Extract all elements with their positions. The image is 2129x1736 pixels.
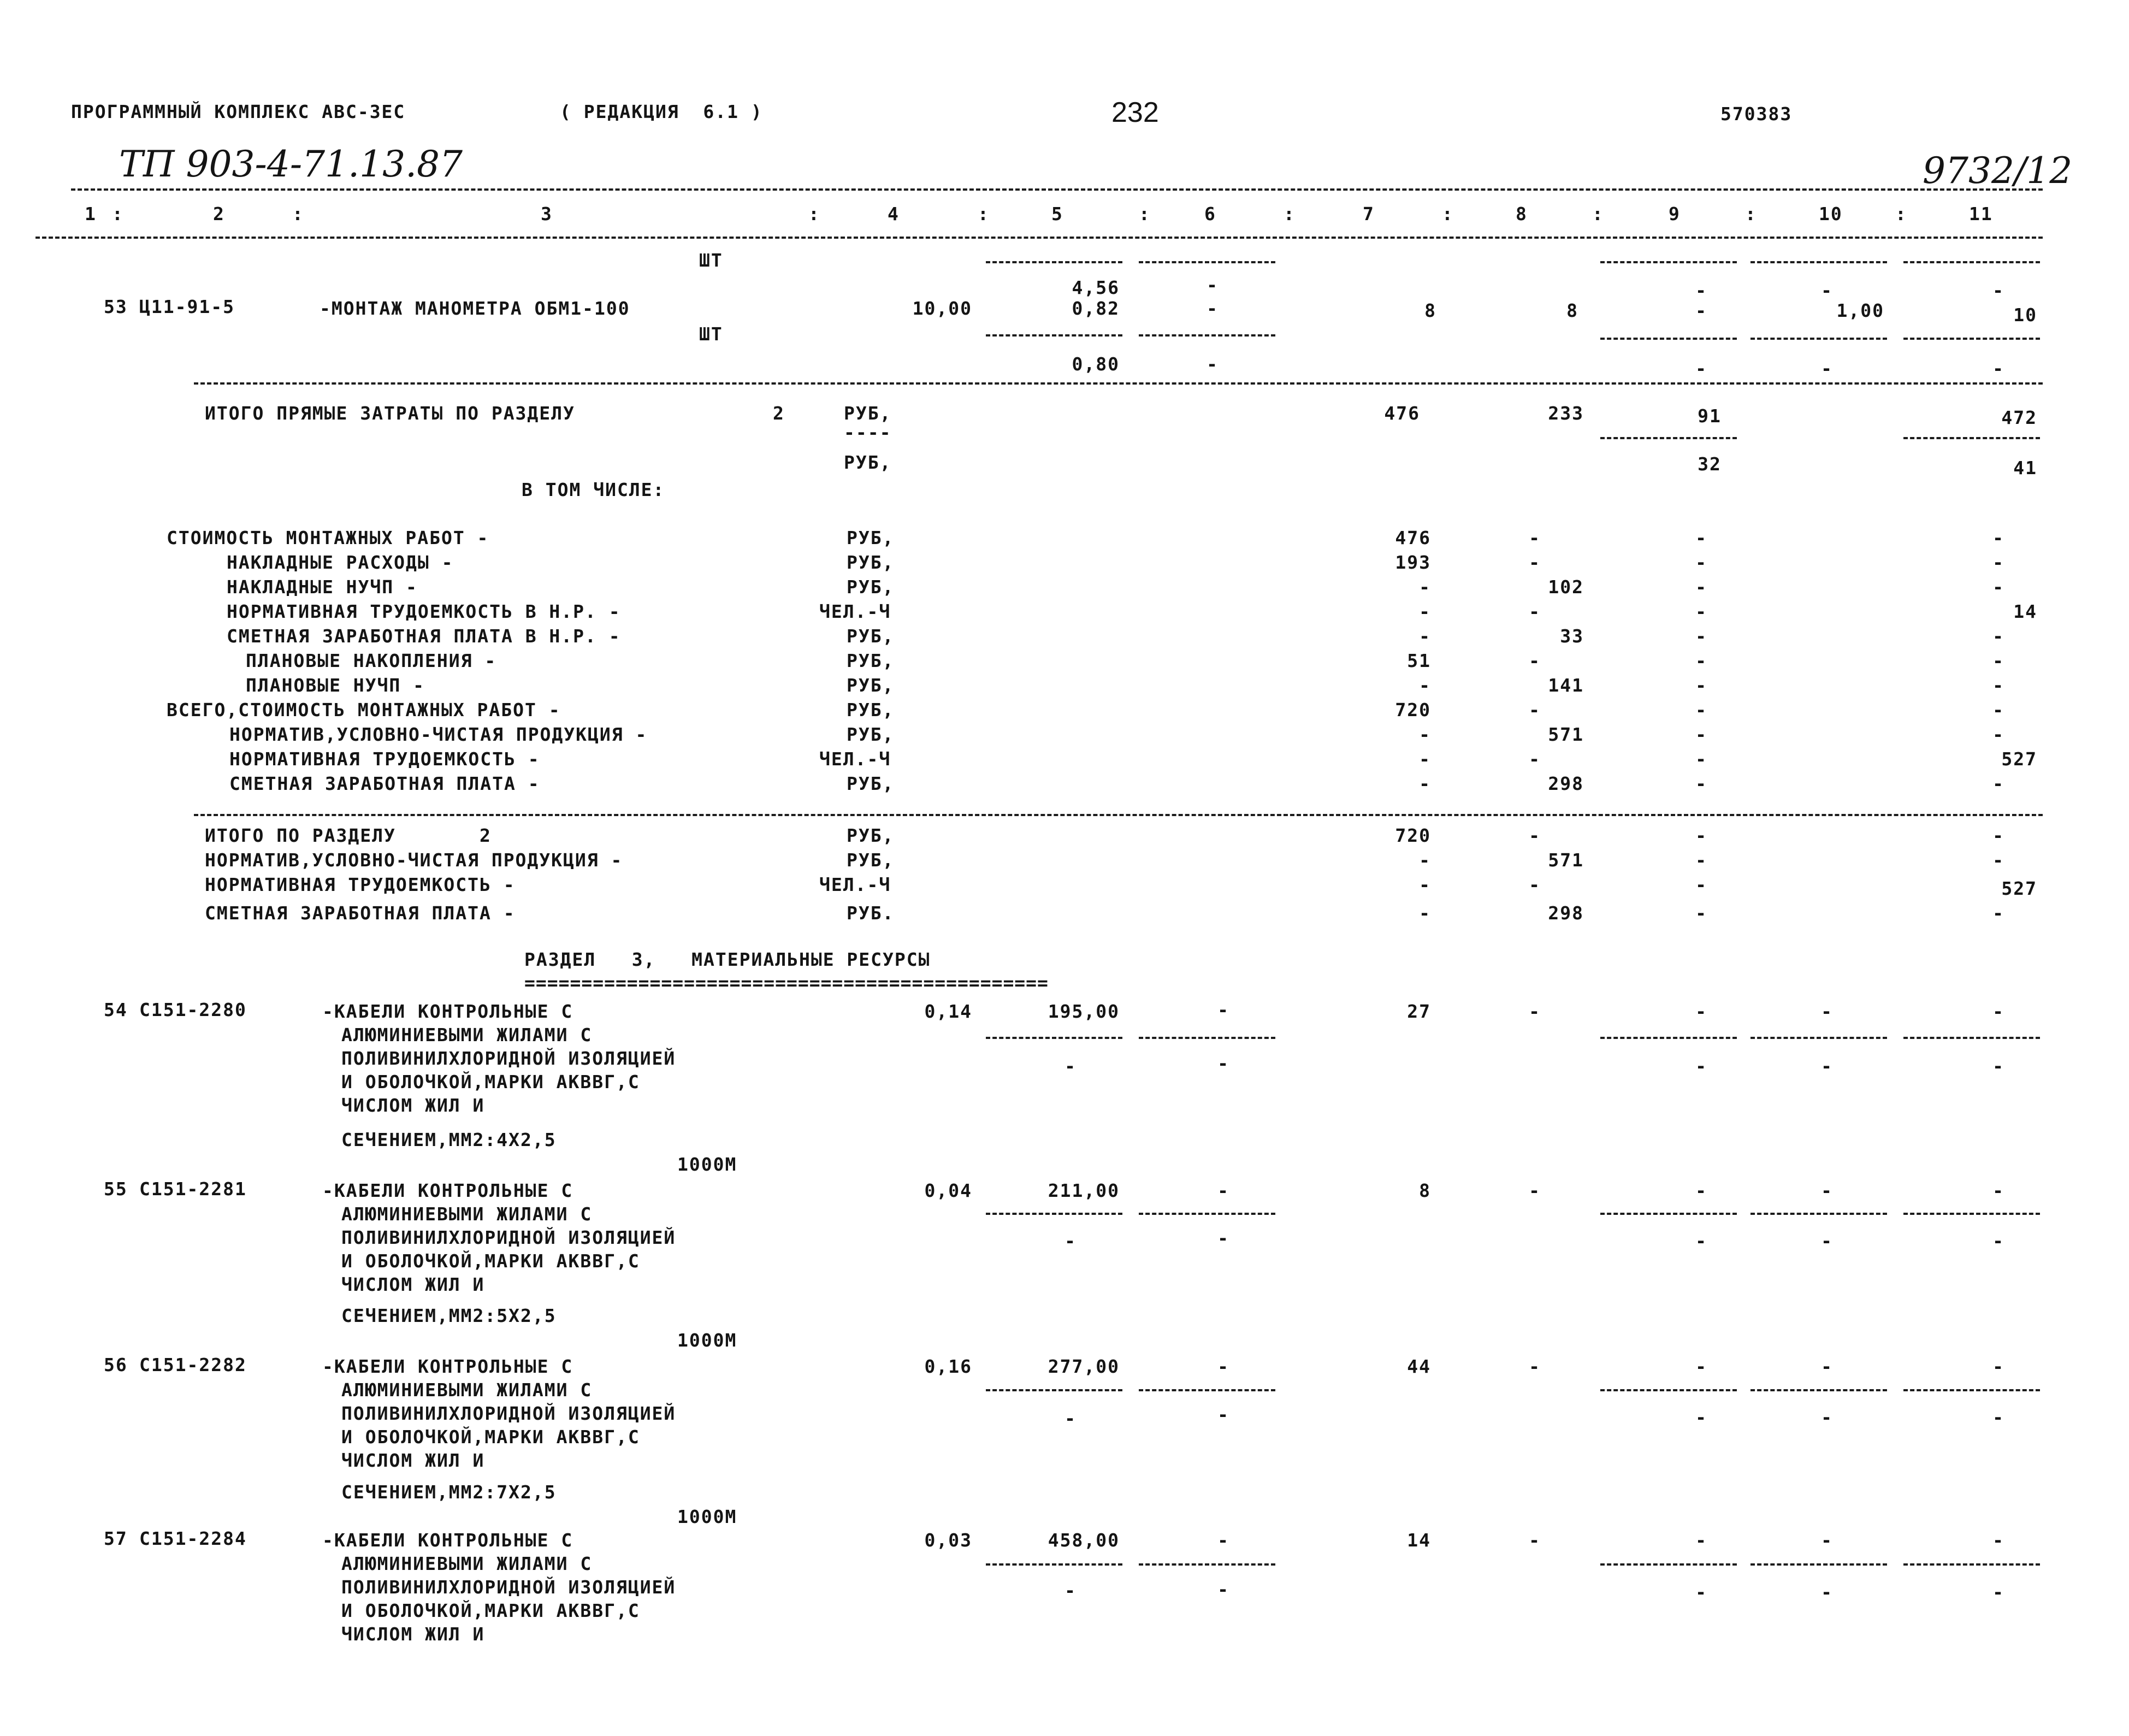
item-description: -КАБЕЛИ КОНТРОЛЬНЫЕ С xyxy=(322,1180,573,1201)
row-unit: РУБ, xyxy=(847,773,895,794)
cell-c7: - xyxy=(1419,874,1431,895)
cell-c9: - xyxy=(1695,358,1707,379)
item-number: 56 xyxy=(104,1354,128,1375)
unit-label: ШТ xyxy=(699,250,723,271)
cell-rule xyxy=(1903,1389,2040,1391)
row-unit: ЧЕЛ.-Ч xyxy=(819,748,891,770)
cell-c10: - xyxy=(1821,1581,1833,1603)
cell-c10: - xyxy=(1821,358,1833,379)
cell-c7: 8 xyxy=(1419,1180,1431,1201)
row-unit: РУБ. xyxy=(847,902,895,924)
cell-c5: - xyxy=(1064,1230,1077,1251)
cell-c6: - xyxy=(1207,274,1219,296)
item-description: АЛЮМИНИЕВЫМИ ЖИЛАМИ С xyxy=(341,1379,593,1401)
cell-c11: - xyxy=(1992,724,2004,745)
row-label: НАКЛАДНЫЕ РАСХОДЫ - xyxy=(227,552,454,573)
cell-rule xyxy=(1600,338,1737,340)
col-num-9: 9 xyxy=(1669,203,1681,225)
cell-rule xyxy=(1903,1037,2040,1039)
cell-c11: - xyxy=(1992,650,2004,671)
cell-c9: - xyxy=(1695,748,1707,770)
item-description: СЕЧЕНИЕМ,ММ2:5Х2,5 xyxy=(341,1305,557,1326)
cell-c8: 233 xyxy=(1548,403,1584,424)
cell-c11: - xyxy=(1992,699,2004,721)
cell-c10: - xyxy=(1821,1407,1833,1428)
item-description: И ОБОЛОЧКОЙ,МАРКИ АКВВГ,С xyxy=(341,1071,640,1093)
col-sep: : xyxy=(1895,203,1907,225)
cell-rule xyxy=(1903,261,2040,263)
row-unit: РУБ, xyxy=(847,675,895,696)
cell-c11: - xyxy=(1992,1356,2004,1377)
col-num-5: 5 xyxy=(1051,203,1063,225)
cell-c7: 720 xyxy=(1395,699,1431,721)
col-num-6: 6 xyxy=(1204,203,1216,225)
cell-c5: 4,56 xyxy=(1072,277,1120,298)
cell-c11: 10 xyxy=(2013,304,2037,326)
cell-c9: - xyxy=(1695,1407,1707,1428)
cell-c9: - xyxy=(1695,724,1707,745)
cell-c8: - xyxy=(1529,1180,1541,1201)
summary-unit: РУБ, xyxy=(844,403,892,424)
cell-c8: 141 xyxy=(1548,675,1584,696)
cell-rule xyxy=(1139,1563,1275,1566)
cell-c9: - xyxy=(1695,650,1707,671)
cell-c11: - xyxy=(1992,280,2004,301)
cell-c8: - xyxy=(1529,825,1541,846)
cell-c9: - xyxy=(1695,280,1707,301)
col-sep: : xyxy=(1592,203,1604,225)
item-description: И ОБОЛОЧКОЙ,МАРКИ АКВВГ,С xyxy=(341,1600,640,1621)
cell-c7: 8 xyxy=(1424,300,1436,321)
row-label: ПЛАНОВЫЕ НАКОПЛЕНИЯ - xyxy=(246,650,497,671)
cell-c11: 41 xyxy=(2013,457,2037,479)
cell-c11: - xyxy=(1992,773,2004,794)
cell-rule xyxy=(1600,1563,1737,1566)
cell-c5: - xyxy=(1064,1408,1077,1429)
cell-c11: - xyxy=(1992,1530,2004,1551)
cell-c9: - xyxy=(1695,773,1707,794)
item-description: -КАБЕЛИ КОНТРОЛЬНЫЕ С xyxy=(322,1001,573,1022)
cell-rule xyxy=(1750,1389,1887,1391)
cell-c9: - xyxy=(1695,902,1707,924)
row-unit: ЧЕЛ.-Ч xyxy=(819,601,891,622)
col-num-1: 1 xyxy=(85,203,97,225)
row-label: НОРМАТИВ,УСЛОВНО-ЧИСТАЯ ПРОДУКЦИЯ - xyxy=(229,724,648,745)
cell-c9: - xyxy=(1695,849,1707,871)
cell-c9: - xyxy=(1695,1001,1707,1022)
cell-c8: - xyxy=(1529,1530,1541,1551)
cell-c9: - xyxy=(1695,576,1707,598)
cell-rule xyxy=(1750,261,1887,263)
cell-c5: 0,82 xyxy=(1072,298,1120,319)
row-label: НАКЛАДНЫЕ НУЧП - xyxy=(227,576,418,598)
cell-rule xyxy=(1600,1389,1737,1391)
cell-c8: - xyxy=(1529,552,1541,573)
cell-c11: 527 xyxy=(2001,878,2037,899)
item-code: С151-2280 xyxy=(139,999,247,1020)
cell-c7: 27 xyxy=(1407,1001,1431,1022)
cell-c8: - xyxy=(1529,1001,1541,1022)
cell-c9: - xyxy=(1695,601,1707,622)
item-description: -КАБЕЛИ КОНТРОЛЬНЫЕ С xyxy=(322,1530,573,1551)
cell-c10: 1,00 xyxy=(1836,300,1884,321)
cell-c8: 571 xyxy=(1548,849,1584,871)
cell-c9: - xyxy=(1695,1356,1707,1377)
row-label: НОРМАТИВНАЯ ТРУДОЕМКОСТЬ В Н.Р. - xyxy=(227,601,621,622)
item-description: И ОБОЛОЧКОЙ,МАРКИ АКВВГ,С xyxy=(341,1426,640,1448)
cell-c11: 14 xyxy=(2013,601,2037,622)
col-num-8: 8 xyxy=(1516,203,1528,225)
cell-c7: - xyxy=(1419,601,1431,622)
cell-c5: 0,80 xyxy=(1072,353,1120,375)
including-label: В ТОМ ЧИСЛЕ: xyxy=(522,479,665,500)
cell-c9: 32 xyxy=(1698,453,1722,475)
cell-c6: - xyxy=(1217,1356,1229,1377)
cell-c9: - xyxy=(1695,699,1707,721)
cell-c9: - xyxy=(1695,675,1707,696)
item-quantity: 0,04 xyxy=(924,1180,972,1201)
item-code: С151-2282 xyxy=(139,1354,247,1375)
cell-c8: - xyxy=(1529,650,1541,671)
item-description: АЛЮМИНИЕВЫМИ ЖИЛАМИ С xyxy=(341,1553,593,1574)
cell-c8: - xyxy=(1529,699,1541,721)
cell-c11: - xyxy=(1992,1407,2004,1428)
section-rule xyxy=(194,814,2043,816)
item-description: СЕЧЕНИЕМ,ММ2:4Х2,5 xyxy=(341,1129,557,1150)
item-code: С151-2281 xyxy=(139,1178,247,1200)
summary-title: ИТОГО ПРЯМЫЕ ЗАТРАТЫ ПО РАЗДЕЛУ xyxy=(205,403,575,424)
item-description: АЛЮМИНИЕВЫМИ ЖИЛАМИ С xyxy=(341,1024,593,1046)
item-description: ЧИСЛОМ ЖИЛ И xyxy=(341,1274,485,1295)
row-label: ПЛАНОВЫЕ НУЧП - xyxy=(246,675,425,696)
col-num-2: 2 xyxy=(213,203,225,225)
cell-rule xyxy=(1139,334,1275,336)
cell-c9: - xyxy=(1695,1530,1707,1551)
item-description: ПОЛИВИНИЛХЛОРИДНОЙ ИЗОЛЯЦИЕЙ xyxy=(341,1403,676,1424)
cell-c11: - xyxy=(1992,1581,2004,1603)
section-rule xyxy=(194,382,2043,385)
item-number: 53 xyxy=(104,296,128,317)
cell-c7: - xyxy=(1419,675,1431,696)
page-number: 232 xyxy=(1111,97,1159,128)
unit-label: 1000М xyxy=(677,1330,737,1351)
cell-c6: - xyxy=(1217,999,1229,1020)
item-quantity: 0,14 xyxy=(924,1001,972,1022)
cell-c6: - xyxy=(1217,1180,1229,1201)
cell-c7: - xyxy=(1419,724,1431,745)
cell-c7: 51 xyxy=(1407,650,1431,671)
cell-c6: - xyxy=(1217,1579,1229,1600)
cell-c11: - xyxy=(1992,1001,2004,1022)
cell-c11: - xyxy=(1992,358,2004,379)
row-label: СМЕТНАЯ ЗАРАБОТНАЯ ПЛАТА - xyxy=(229,773,540,794)
handwritten-sheet-code: 9732/12 xyxy=(1923,150,2073,192)
cell-c5: 458,00 xyxy=(1048,1530,1120,1551)
cell-c7: - xyxy=(1419,625,1431,647)
cell-c9: - xyxy=(1695,527,1707,548)
cell-c8: 298 xyxy=(1548,773,1584,794)
cell-rule xyxy=(1903,338,2040,340)
item-description: ЧИСЛОМ ЖИЛ И xyxy=(341,1095,485,1116)
cell-c5: 195,00 xyxy=(1048,1001,1120,1022)
cell-c5: - xyxy=(1064,1580,1077,1601)
cell-c11: - xyxy=(1992,675,2004,696)
cell-rule xyxy=(1903,437,2040,439)
cell-c7: 14 xyxy=(1407,1530,1431,1551)
item-code: С151-2284 xyxy=(139,1528,247,1549)
row-label: ИТОГО ПО РАЗДЕЛУ 2 xyxy=(205,825,492,846)
item-description: И ОБОЛОЧКОЙ,МАРКИ АКВВГ,С xyxy=(341,1250,640,1272)
cell-c6: - xyxy=(1207,353,1219,375)
cell-c7: 720 xyxy=(1395,825,1431,846)
cell-c8: - xyxy=(1529,601,1541,622)
cell-c8: 102 xyxy=(1548,576,1584,598)
summary-section: 2 xyxy=(773,403,785,424)
cell-rule xyxy=(986,1389,1122,1391)
cell-c8: 298 xyxy=(1548,902,1584,924)
col-sep: : xyxy=(1745,203,1757,225)
item-quantity: 0,16 xyxy=(924,1356,972,1377)
cell-c10: - xyxy=(1821,1230,1833,1251)
cell-c11: - xyxy=(1992,576,2004,598)
cell-c8: 33 xyxy=(1560,625,1584,647)
col-num-7: 7 xyxy=(1363,203,1375,225)
cell-c9: - xyxy=(1695,1055,1707,1077)
cell-c10: - xyxy=(1821,1180,1833,1201)
row-unit: РУБ, xyxy=(847,825,895,846)
row-unit: ЧЕЛ.-Ч xyxy=(819,874,891,895)
cell-c10: - xyxy=(1821,1055,1833,1077)
header-rule xyxy=(71,188,2043,191)
row-label: СТОИМОСТЬ МОНТАЖНЫХ РАБОТ - xyxy=(167,527,489,548)
cell-rule xyxy=(1750,1213,1887,1215)
item-description: ПОЛИВИНИЛХЛОРИДНОЙ ИЗОЛЯЦИЕЙ xyxy=(341,1227,676,1248)
row-unit: РУБ, xyxy=(847,552,895,573)
cell-c11: 472 xyxy=(2001,407,2037,428)
row-label: СМЕТНАЯ ЗАРАБОТНАЯ ПЛАТА - xyxy=(205,902,516,924)
cell-c9: - xyxy=(1695,552,1707,573)
handwritten-project-code: ТП 903-4-71.13.87 xyxy=(119,143,463,185)
row-label: НОРМАТИВНАЯ ТРУДОЕМКОСТЬ - xyxy=(205,874,516,895)
row-unit: РУБ, xyxy=(847,527,895,548)
cell-rule xyxy=(1600,261,1737,263)
cell-c7: 476 xyxy=(1395,527,1431,548)
col-sep: : xyxy=(808,203,820,225)
row-unit: РУБ, xyxy=(847,576,895,598)
cell-c11: - xyxy=(1992,1055,2004,1077)
section-title-underline: ============================================== xyxy=(524,972,1049,994)
cell-c7: - xyxy=(1419,576,1431,598)
col-sep: : xyxy=(1284,203,1296,225)
cell-c11: - xyxy=(1992,849,2004,871)
cell-c5: - xyxy=(1064,1055,1077,1077)
cell-c8: 8 xyxy=(1566,300,1578,321)
col-num-3: 3 xyxy=(541,203,553,225)
cell-rule xyxy=(986,1213,1122,1215)
cell-rule xyxy=(986,334,1122,336)
cell-rule xyxy=(1600,437,1737,439)
cell-rule xyxy=(1139,1213,1275,1215)
col-num-10: 10 xyxy=(1819,203,1843,225)
summary-unit: РУБ, xyxy=(844,452,892,473)
col-num-4: 4 xyxy=(888,203,900,225)
cell-c11: 527 xyxy=(2001,748,2037,770)
cell-rule xyxy=(1750,1037,1887,1039)
row-label: НОРМАТИВНАЯ ТРУДОЕМКОСТЬ - xyxy=(229,748,540,770)
cell-rule xyxy=(986,1563,1122,1566)
row-unit: РУБ, xyxy=(847,699,895,721)
cell-c6: - xyxy=(1217,1404,1229,1425)
cell-c5: 211,00 xyxy=(1048,1180,1120,1201)
cell-c9: - xyxy=(1695,1180,1707,1201)
cell-c9: - xyxy=(1695,874,1707,895)
cell-c8: 571 xyxy=(1548,724,1584,745)
item-description: СЕЧЕНИЕМ,ММ2:7Х2,5 xyxy=(341,1481,557,1503)
item-description: ПОЛИВИНИЛХЛОРИДНОЙ ИЗОЛЯЦИЕЙ xyxy=(341,1048,676,1069)
row-unit: РУБ, xyxy=(847,724,895,745)
edition-label: ( РЕДАКЦИЯ 6.1 ) xyxy=(560,101,763,122)
unit-label: 1000М xyxy=(677,1506,737,1527)
cell-rule xyxy=(1600,1037,1737,1039)
cell-c7: 193 xyxy=(1395,552,1431,573)
cell-c7: 44 xyxy=(1407,1356,1431,1377)
item-description: ЧИСЛОМ ЖИЛ И xyxy=(341,1623,485,1645)
cell-rule xyxy=(986,1037,1122,1039)
item-number: 57 xyxy=(104,1528,128,1549)
cell-rule xyxy=(1139,261,1275,263)
cell-c7: - xyxy=(1419,902,1431,924)
cell-c9: - xyxy=(1695,1230,1707,1251)
cell-c9: - xyxy=(1695,625,1707,647)
cell-c9: - xyxy=(1695,300,1707,321)
item-description: -МОНТАЖ МАНОМЕТРА ОБМ1-100 xyxy=(320,298,630,319)
row-label: НОРМАТИВ,УСЛОВНО-ЧИСТАЯ ПРОДУКЦИЯ - xyxy=(205,849,623,871)
cell-c10: - xyxy=(1821,1356,1833,1377)
col-sep: : xyxy=(112,203,124,225)
cell-c6: - xyxy=(1207,298,1219,319)
section-title: РАЗДЕЛ 3, МАТЕРИАЛЬНЫЕ РЕСУРСЫ xyxy=(524,949,931,970)
item-quantity: 0,03 xyxy=(924,1530,972,1551)
cell-c7: 476 xyxy=(1384,403,1420,424)
program-name: ПРОГРАММНЫЙ КОМПЛЕКС АВС-3ЕС xyxy=(71,101,406,122)
cell-c10: - xyxy=(1821,280,1833,301)
cell-c8: - xyxy=(1529,527,1541,548)
item-code: Ц11-91-5 xyxy=(139,296,235,317)
item-quantity: 10,00 xyxy=(912,298,972,319)
item-description: ЧИСЛОМ ЖИЛ И xyxy=(341,1450,485,1471)
cell-rule xyxy=(1139,1389,1275,1391)
cell-c9: - xyxy=(1695,825,1707,846)
col-num-11: 11 xyxy=(1969,203,1993,225)
row-label: СМЕТНАЯ ЗАРАБОТНАЯ ПЛАТА В Н.Р. - xyxy=(227,625,621,647)
cell-c5: 277,00 xyxy=(1048,1356,1120,1377)
cell-c6: - xyxy=(1217,1530,1229,1551)
col-sep: : xyxy=(978,203,990,225)
row-unit: РУБ, xyxy=(847,625,895,647)
cell-c11: - xyxy=(1992,902,2004,924)
item-description: АЛЮМИНИЕВЫМИ ЖИЛАМИ С xyxy=(341,1203,593,1225)
cell-c11: - xyxy=(1992,825,2004,846)
row-unit: РУБ, xyxy=(847,650,895,671)
cell-rule xyxy=(1903,1213,2040,1215)
item-description: ПОЛИВИНИЛХЛОРИДНОЙ ИЗОЛЯЦИЕЙ xyxy=(341,1576,676,1598)
cell-rule xyxy=(1750,338,1887,340)
cell-c8: - xyxy=(1529,874,1541,895)
cell-c9: - xyxy=(1695,1581,1707,1603)
column-header-rule xyxy=(36,237,2043,239)
cell-c7: - xyxy=(1419,773,1431,794)
unit-label: 1000М xyxy=(677,1154,737,1175)
cell-c10: - xyxy=(1821,1001,1833,1022)
cell-c11: - xyxy=(1992,527,2004,548)
row-label: ВСЕГО,СТОИМОСТЬ МОНТАЖНЫХ РАБОТ - xyxy=(167,699,561,721)
unit-label: ШТ xyxy=(699,323,723,345)
cell-c9: 91 xyxy=(1698,405,1722,427)
cell-c7: - xyxy=(1419,849,1431,871)
col-sep: : xyxy=(292,203,304,225)
cell-c8: - xyxy=(1529,1356,1541,1377)
cell-rule xyxy=(1903,1563,2040,1566)
cell-rule xyxy=(1750,1563,1887,1566)
cell-c11: - xyxy=(1992,1180,2004,1201)
cell-rule xyxy=(1600,1213,1737,1215)
cell-c11: - xyxy=(1992,625,2004,647)
summary-unit-rule: ---- xyxy=(844,422,892,443)
col-sep: : xyxy=(1139,203,1151,225)
cell-rule xyxy=(986,261,1122,263)
cell-c11: - xyxy=(1992,1230,2004,1251)
item-description: -КАБЕЛИ КОНТРОЛЬНЫЕ С xyxy=(322,1356,573,1377)
col-sep: : xyxy=(1442,203,1454,225)
cell-c8: - xyxy=(1529,748,1541,770)
row-unit: РУБ, xyxy=(847,849,895,871)
cell-rule xyxy=(1139,1037,1275,1039)
cell-c10: - xyxy=(1821,1530,1833,1551)
cell-c11: - xyxy=(1992,552,2004,573)
item-number: 54 xyxy=(104,999,128,1020)
cell-c6: - xyxy=(1217,1227,1229,1249)
cell-c7: - xyxy=(1419,748,1431,770)
item-number: 55 xyxy=(104,1178,128,1200)
cell-c6: - xyxy=(1217,1053,1229,1074)
document-code: 570383 xyxy=(1720,103,1793,125)
